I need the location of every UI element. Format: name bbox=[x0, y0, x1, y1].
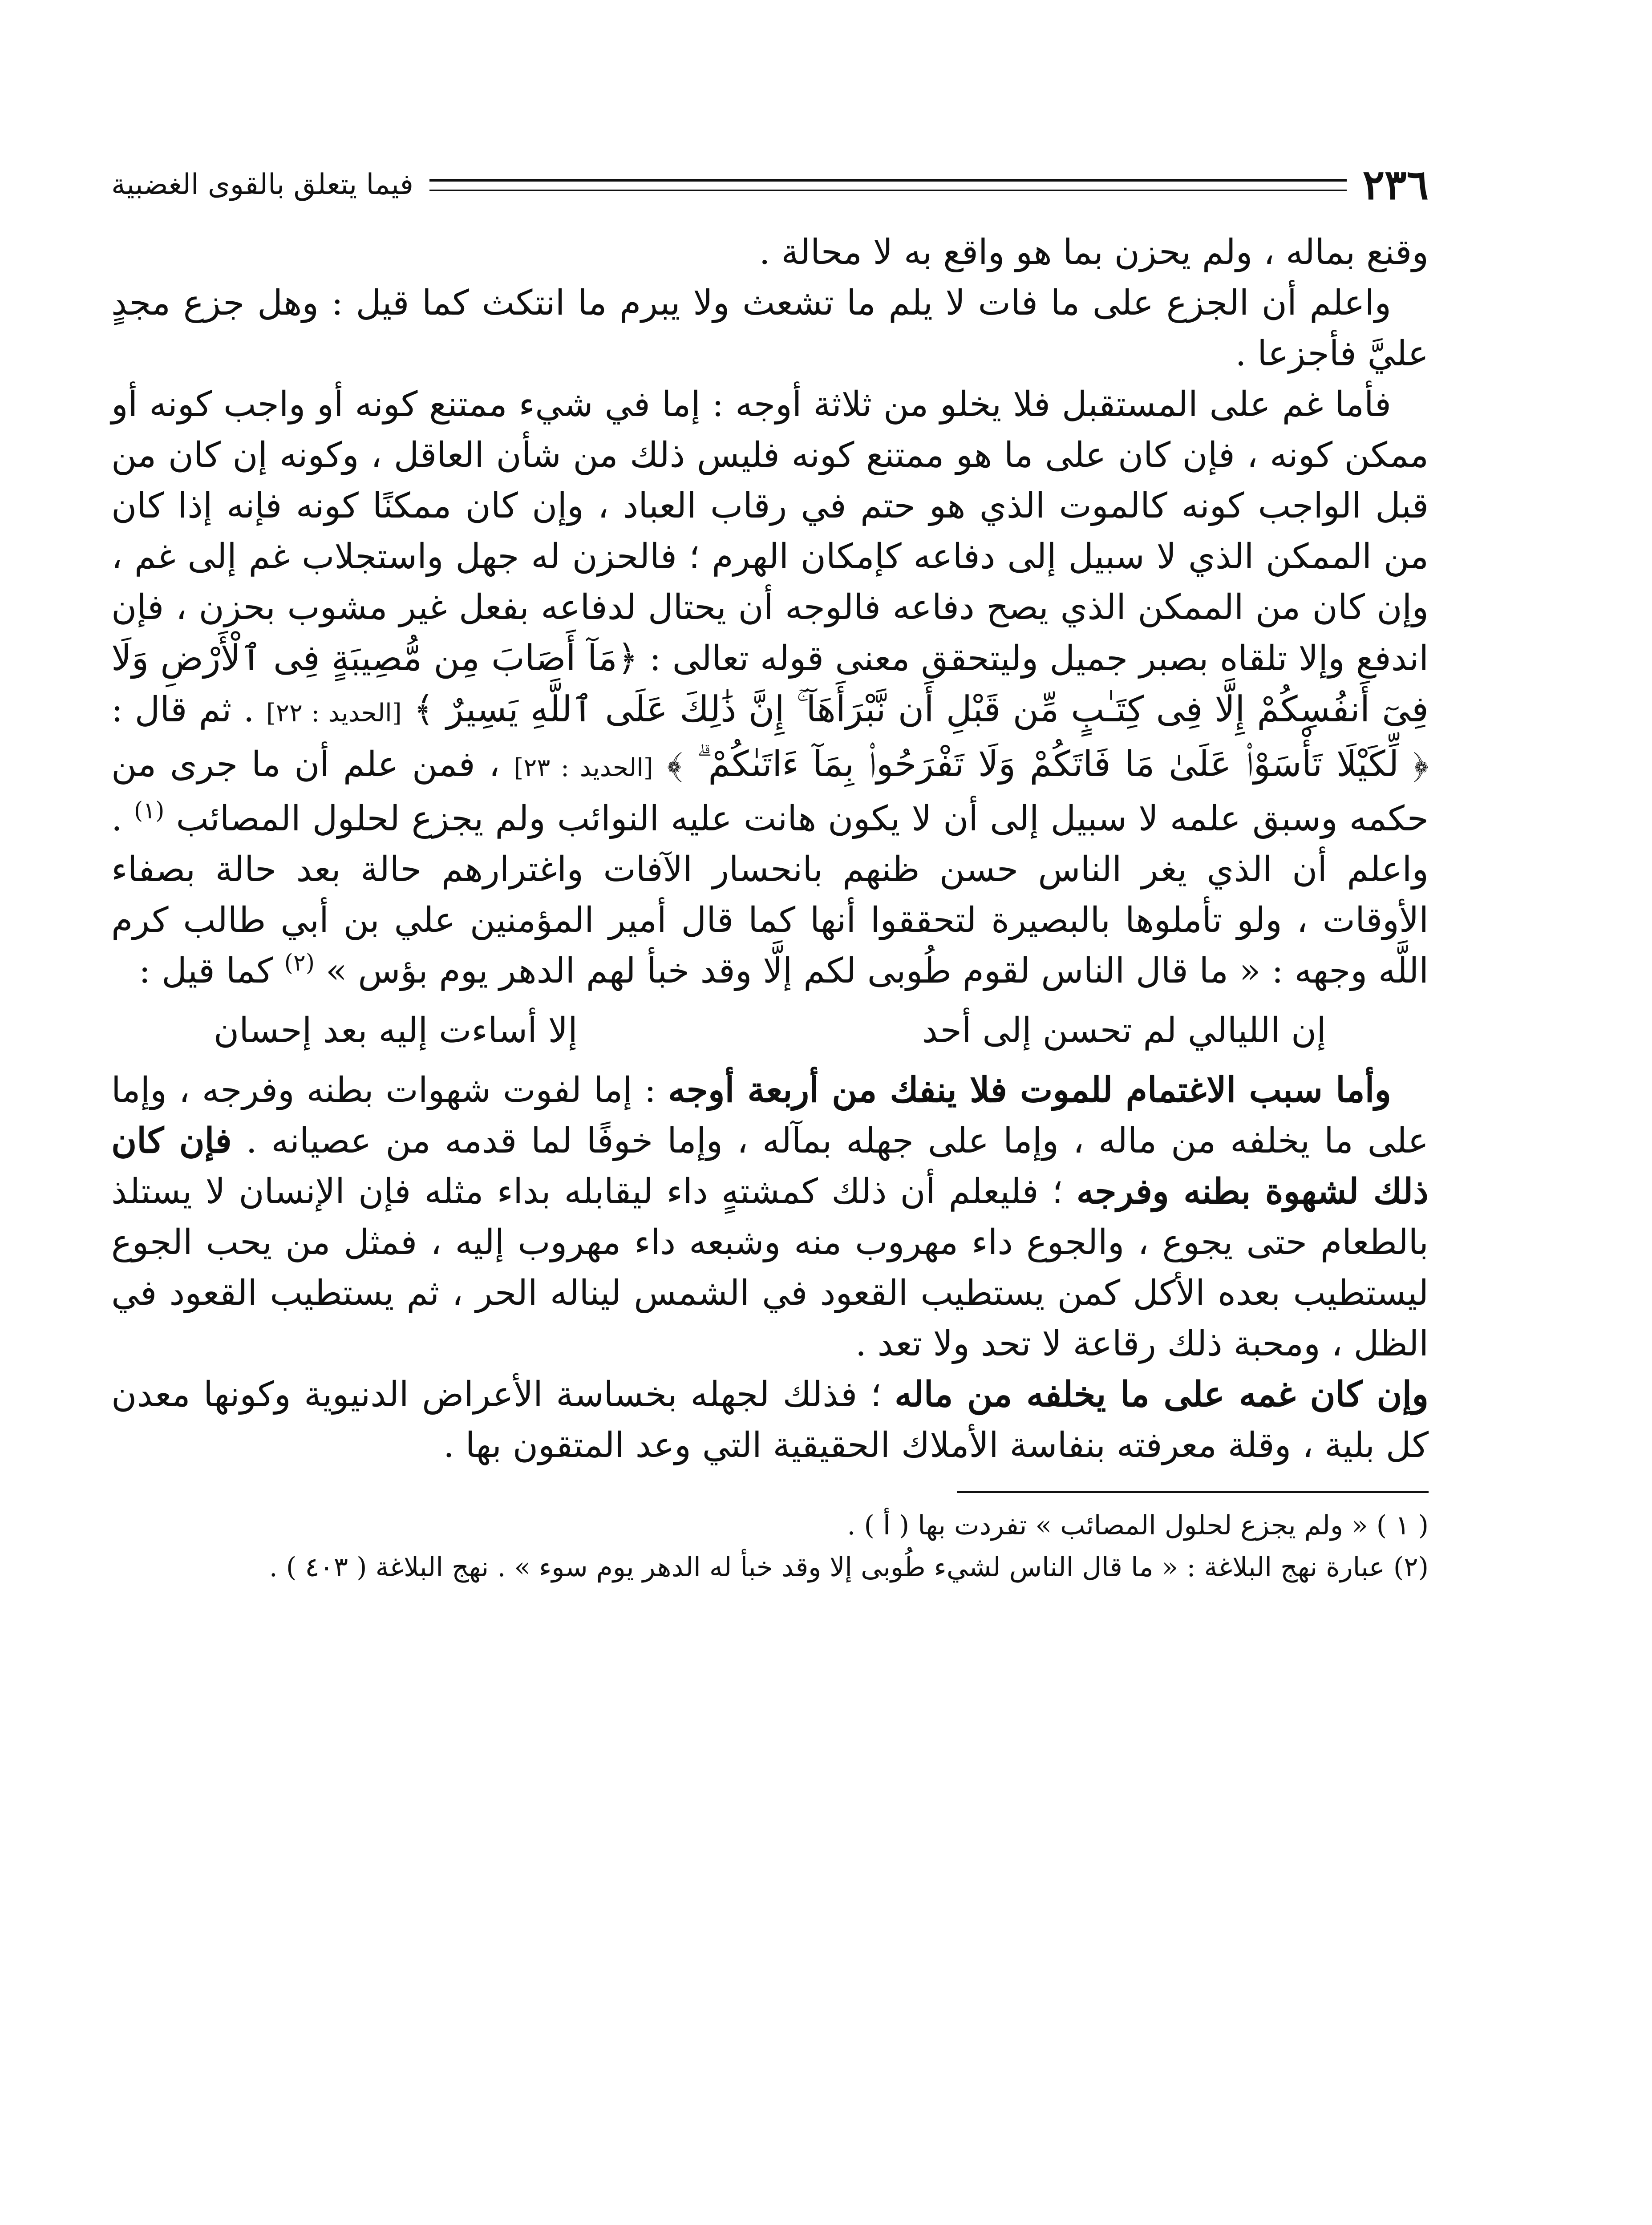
poem-first-hemistich: إن الليالي لم تحسن إلى أحد bbox=[922, 1011, 1326, 1051]
poem-second-hemistich: إلا أساءت إليه بعد إحسان bbox=[214, 1011, 578, 1051]
footnote-divider bbox=[957, 1491, 1429, 1493]
paragraph-5 bbox=[111, 1369, 1429, 1471]
main-text bbox=[111, 227, 1429, 1471]
paragraph-4-part-a: : إما لفوت شهوات بطنه وفرجه ، وإما على ما يخلفه من ماله ، وإما على جهله بمآله ، وإما خوفًا لما قدمه من عصيانه . bbox=[111, 1070, 1429, 1161]
page-header bbox=[111, 160, 1429, 209]
footnote-marker-1[interactable]: (١) bbox=[134, 797, 165, 824]
header-rule bbox=[429, 179, 1347, 191]
quran-verse-2: ﴿ لِّكَيْلَا تَأْسَوْا۟ عَلَىٰ مَا فَاتَكُمْ وَلَا تَفْرَحُوا۟ بِمَآ ءَاتَىٰكُمْ ۗ ﴾ bbox=[667, 743, 1429, 785]
paragraph-1: وقنع بماله ، ولم يحزن بما هو واقع به لا محالة . bbox=[759, 232, 1429, 272]
page-number: ٢٣٦ bbox=[1362, 161, 1429, 209]
book-page bbox=[111, 160, 1429, 2225]
paragraph-2: واعلم أن الجزع على ما فات لا يلم ما تشعث ولا يبرم ما انتكث كما قيل : وهل جزع مجدٍ عليَّ فأجزعا . bbox=[111, 283, 1429, 374]
footnote-marker-2[interactable]: (٢) bbox=[284, 950, 315, 976]
paragraph-4 bbox=[111, 1065, 1429, 1369]
paragraph-3-part-a: فأما غم على المستقبل فلا يخلو من ثلاثة أوجه : إما في شيء ممتنع كونه أو واجب كونه أو ممكن كونه ، فإن كان على ما هو ممتنع كونه فليس ذلك من شأن العاقل ، وكونه إن كان من قبل الواجب كونه كالموت الذي هو حتم في رقاب العباد ، وإن كان ممكنًا كونه فإنه إذا كان من الممكن الذي لا سبيل إلى دفاعه كإمكان الهرم ؛ فالحزن له جهل واستجلاب غم إلى غم ، وإن كان من الممكن الذي يصح دفاعه فالوجه أن يحتال لدفاعه بفعل غير مشوب بحزن ، فإن اندفع وإلا تلقاه بصبر جميل وليتحقق معنى قوله تعالى : bbox=[111, 384, 1429, 679]
heading-wealth: وإن كان غمه على ما يخلفه من ماله bbox=[895, 1374, 1429, 1415]
paragraph-5-part-a: ؛ فذلك لجهله بخساسة الأعراض الدنيوية وكونها معدن كل بلية ، وقلة معرفته بنفاسة الأملاك الحقيقية التي وعد المتقون بها . bbox=[111, 1375, 1429, 1465]
then-said-text: . ثم قال : bbox=[111, 690, 255, 730]
verse-citation-2: [الحديد : ٢٣] bbox=[514, 753, 653, 782]
quran-verse-1: ﴿مَآ أَصَابَ مِن مُّصِيبَةٍ فِى ٱلْأَرْضِ وَلَا فِىٓ أَنفُسِكُمْ إِلَّا فِى كِتَـٰبٍ مِّن قَبْلِ أَن نَّبْرَأَهَآ ۚ إِنَّ ذَٰلِكَ عَلَى ٱللَّهِ يَسِيرٌ ﴾ bbox=[111, 637, 1429, 730]
paragraph-3-part-b: ، فمن علم أن ما جرى من حكمه وسبق علمه لا سبيل إلى أن لا يكون هانت عليه النوائب ولم يجزع لحلول المصائب bbox=[111, 744, 1429, 839]
paragraph-3-part-c: . واعلم أن الذي يغر الناس حسن ظنهم بانحسار الآفات واغترارهم حالة بعد حالة بصفاء الأوقات ، ولو تأملوها بالبصيرة لتحققوا أنها كما قال أمير المؤمنين علي بن أبي طالب كرم اللَّه وجهه : « ما قال الناس لقوم طُوبى لكم إلَّا وقد خبأ لهم الدهر يوم بؤس » bbox=[111, 799, 1429, 991]
heading-desire: فإن كان ذلك لشهوة بطنه وفرجه bbox=[111, 1121, 1429, 1212]
verse-citation-1: [الحديد : ٢٢] bbox=[266, 699, 402, 728]
heading-death-grief: وأما سبب الاغتمام للموت فلا ينفك من أربعة أوجه bbox=[668, 1070, 1391, 1110]
poem-verse bbox=[111, 1005, 1429, 1056]
footnote-2: (٢) عبارة نهج البلاغة : « ما قال الناس لشيء طُوبى إلا وقد خبأ له الدهر يوم سوء » . نهج البلاغة ( ٤٠٣ ) . bbox=[269, 1552, 1429, 1583]
running-title: فيما يتعلق بالقوى الغضبية bbox=[111, 168, 413, 201]
paragraph-3 bbox=[111, 379, 1429, 996]
paragraph-4-part-b: ؛ فليعلم أن ذلك كمشتهٍ داء ليقابله بداء مثله فإن الإنسان لا يستلذ بالطعام حتى يجوع ، والجوع داء مهروب منه وشبعه داء مهروب إليه ، فمثل من يحب الجوع ليستطيب بعده الأكل كمن يستطيب القعود في الشمس ليناله الحر ، ثم يستطيب القعود في الظل ، ومحبة ذلك رقاعة لا تحد ولا تعد . bbox=[111, 1172, 1429, 1364]
footnote-1: ( ١ ) « ولم يجزع لحلول المصائب » تفردت بها ( أ ) . bbox=[847, 1510, 1429, 1541]
footnotes bbox=[111, 1505, 1429, 1588]
paragraph-3-part-d: كما قيل : bbox=[139, 951, 273, 991]
